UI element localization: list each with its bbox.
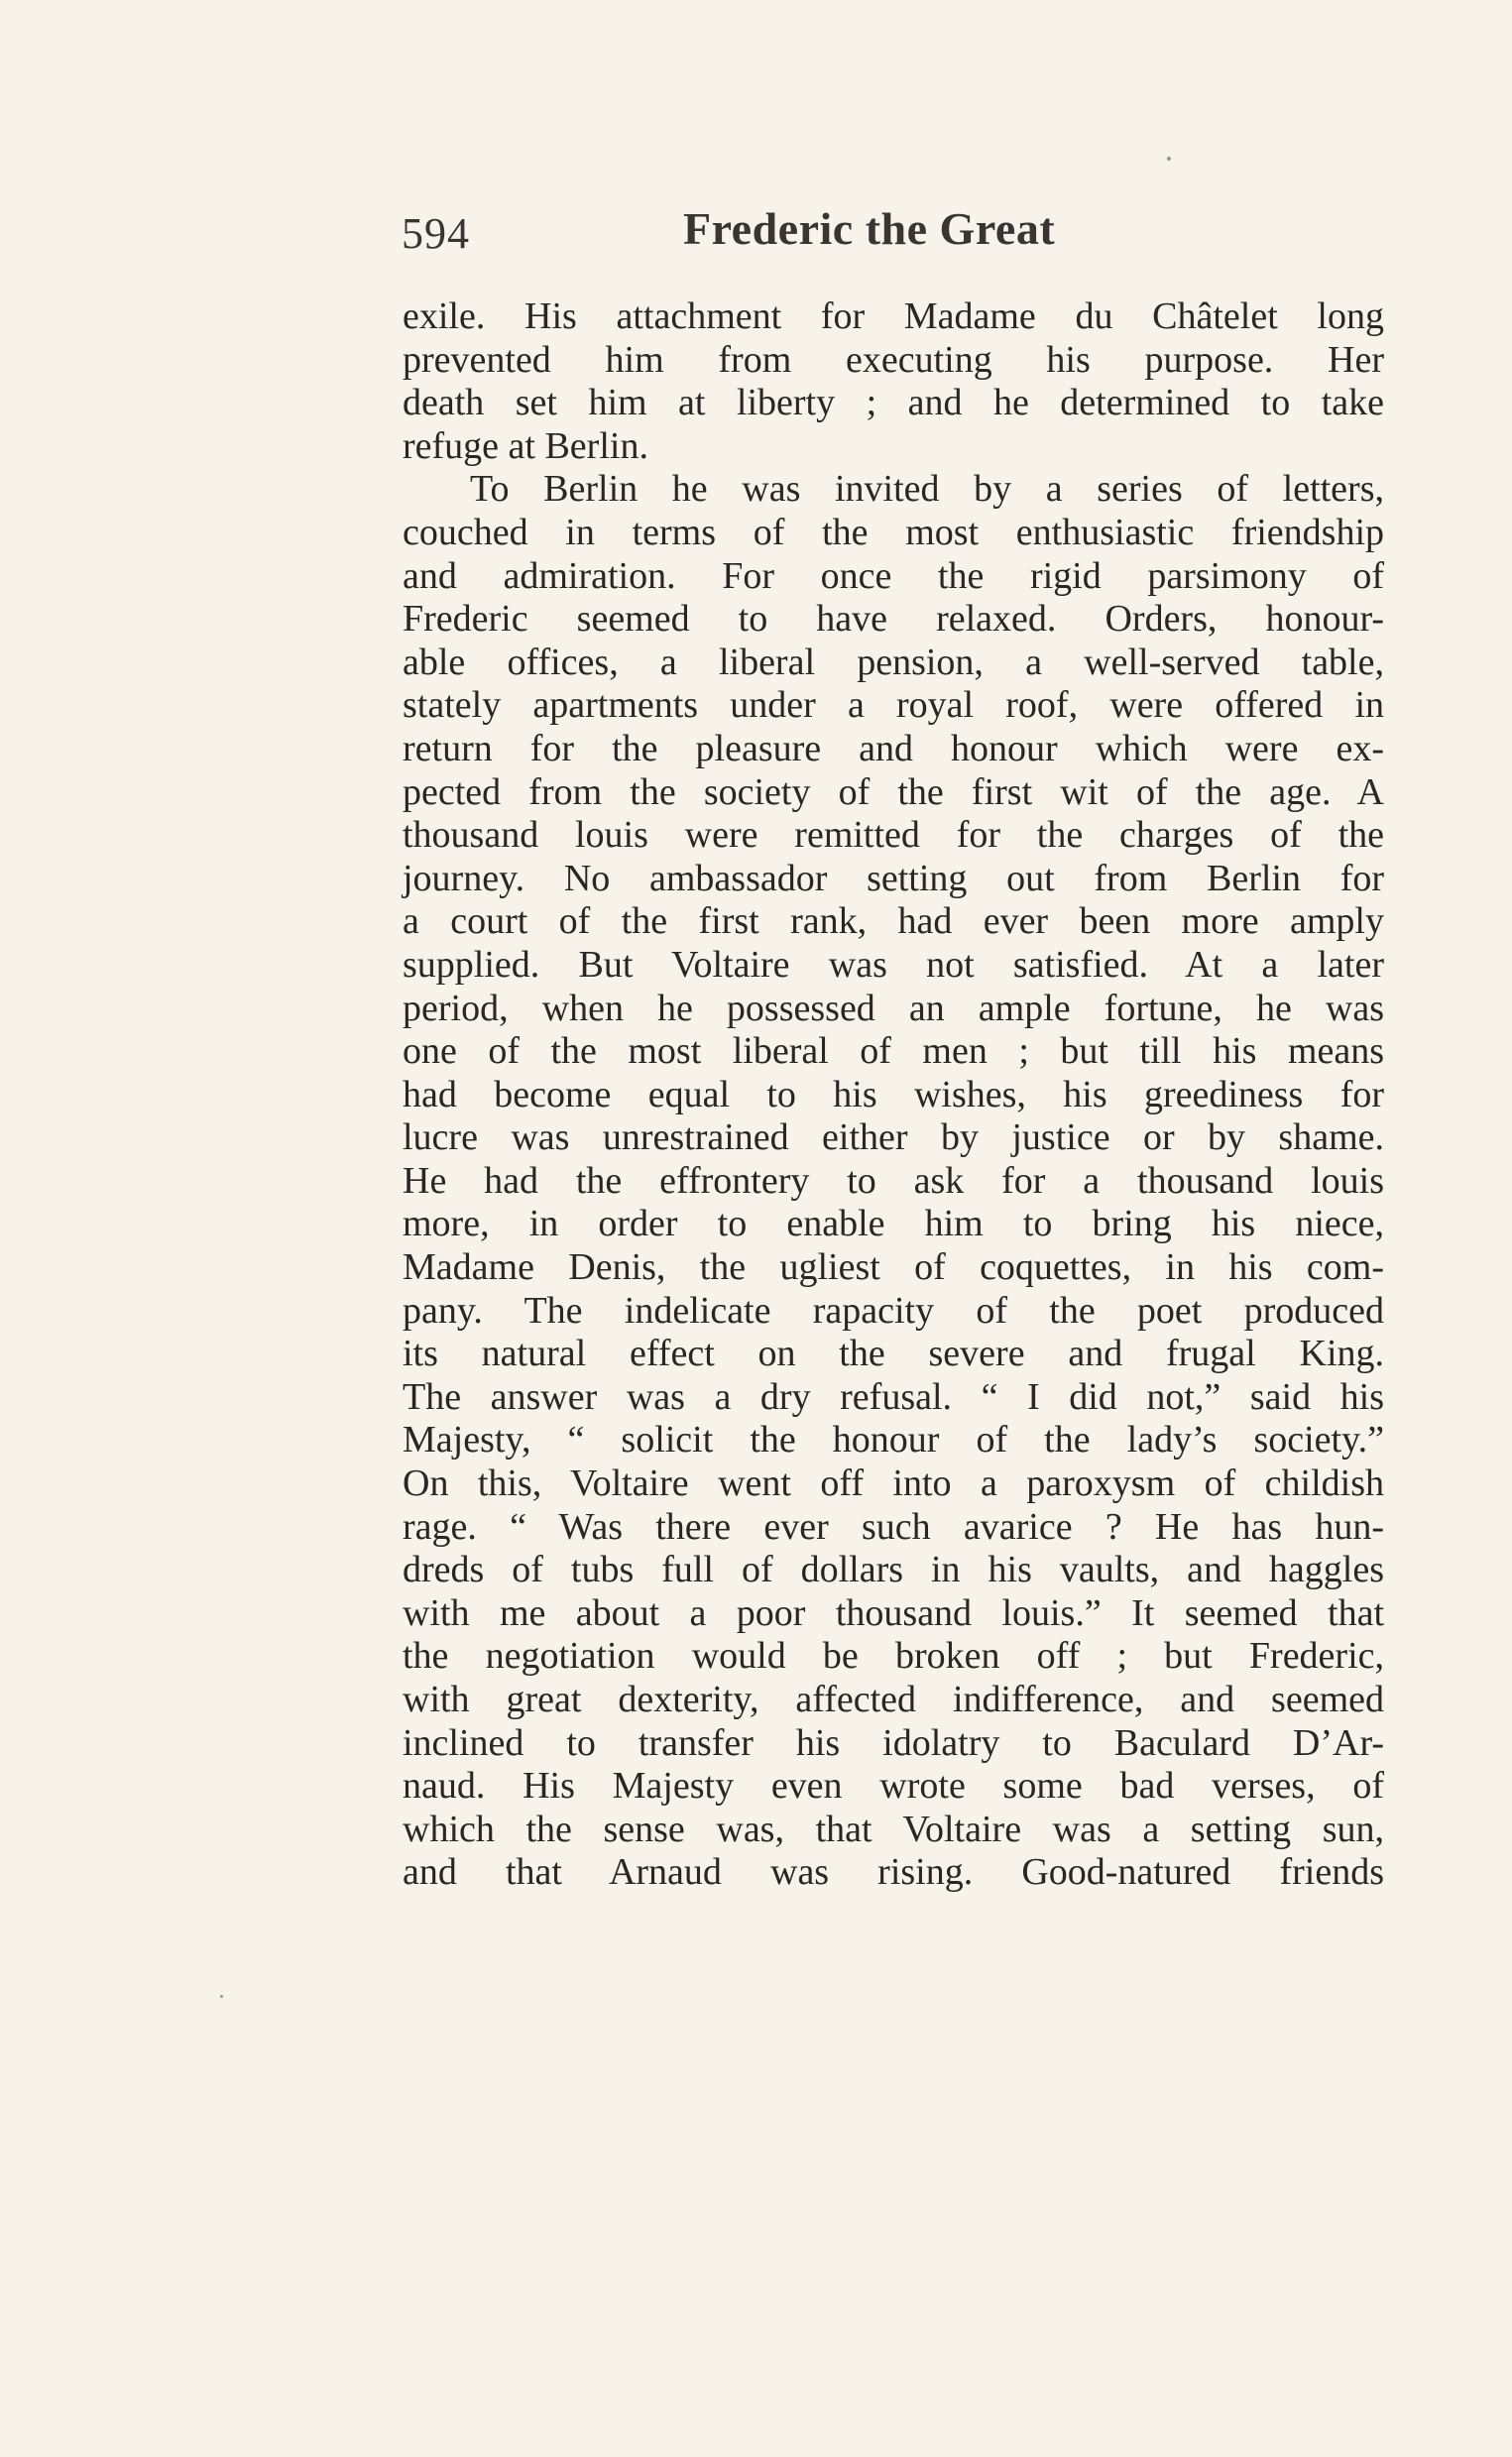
text-line: Madame Denis, the ugliest of coquettes, in his com-: [403, 1246, 1384, 1289]
text-line: return for the pleasure and honour which were ex-: [403, 727, 1384, 769]
text-line: pected from the society of the first wit of the age. A: [403, 770, 1384, 813]
page-header: [402, 198, 1393, 268]
text-line: its natural effect on the severe and frugal King.: [403, 1333, 1384, 1375]
text-line: He had the effrontery to ask for a thousand louis: [403, 1159, 1384, 1202]
text-line: had become equal to his wishes, his greediness for: [403, 1073, 1384, 1115]
text-line: and that Arnaud was rising. Good-natured friends: [403, 1851, 1384, 1894]
paper-speck: [1167, 157, 1171, 161]
text-line: prevented him from executing his purpose. Her: [403, 338, 1384, 381]
text-line: exile. His attachment for Madame du Châtelet long: [403, 295, 1384, 337]
body-text: [403, 295, 1384, 1895]
text-line: inclined to transfer his idolatry to Baculard D’Ar-: [403, 1721, 1384, 1764]
text-line: which the sense was, that Voltaire was a setting sun,: [403, 1808, 1384, 1850]
text-line: pany. The indelicate rapacity of the poet produced: [403, 1289, 1384, 1332]
text-line: and admiration. For once the rigid parsimony of: [403, 554, 1384, 597]
text-line: rage. “ Was there ever such avarice ? He has hun-: [403, 1505, 1384, 1548]
text-line: journey. No ambassador setting out from Berlin for: [403, 857, 1384, 899]
text-line: dreds of tubs full of dollars in his vaults, and haggles: [403, 1549, 1384, 1591]
text-line: one of the most liberal of men ; but till his means: [403, 1030, 1384, 1073]
text-line: supplied. But Voltaire was not satisfied. At a later: [403, 943, 1384, 986]
text-line: with great dexterity, affected indifference, and seemed: [403, 1679, 1384, 1720]
text-line: more, in order to enable him to bring his niece,: [403, 1203, 1384, 1245]
running-title: Frederic the Great: [683, 203, 1056, 254]
text-line: a court of the first rank, had ever been more amply: [403, 900, 1384, 943]
text-line: On this, Voltaire went off into a paroxysm of childish: [403, 1462, 1384, 1505]
text-line: refuge at Berlin.: [403, 424, 648, 467]
text-line: stately apartments under a royal roof, were offered in: [403, 684, 1384, 727]
text-line: naud. His Majesty even wrote some bad verses, of: [403, 1765, 1384, 1808]
text-line: able offices, a liberal pension, a well-served table,: [403, 641, 1384, 683]
text-line: lucre was unrestrained either by justice or by shame.: [403, 1116, 1384, 1159]
text-line: period, when he possessed an ample fortune, he was: [403, 987, 1384, 1029]
page-number: 594: [402, 209, 470, 258]
text-line: couched in terms of the most enthusiastic friendship: [403, 511, 1384, 553]
paper-speck: [220, 1995, 223, 1998]
text-line: To Berlin he was invited by a series of letters,: [470, 468, 1384, 511]
text-line: the negotiation would be broken off ; but Frederic,: [403, 1635, 1384, 1678]
text-line: thousand louis were remitted for the charges of the: [403, 814, 1384, 857]
text-line: Frederic seemed to have relaxed. Orders, honour-: [403, 598, 1384, 641]
text-line: death set him at liberty ; and he determined to take: [403, 382, 1384, 424]
text-line: with me about a poor thousand louis.” It seemed that: [403, 1591, 1384, 1634]
text-line: The answer was a dry refusal. “ I did not,” said his: [403, 1375, 1384, 1418]
text-line: Majesty, “ solicit the honour of the lady’s society.”: [403, 1419, 1384, 1462]
